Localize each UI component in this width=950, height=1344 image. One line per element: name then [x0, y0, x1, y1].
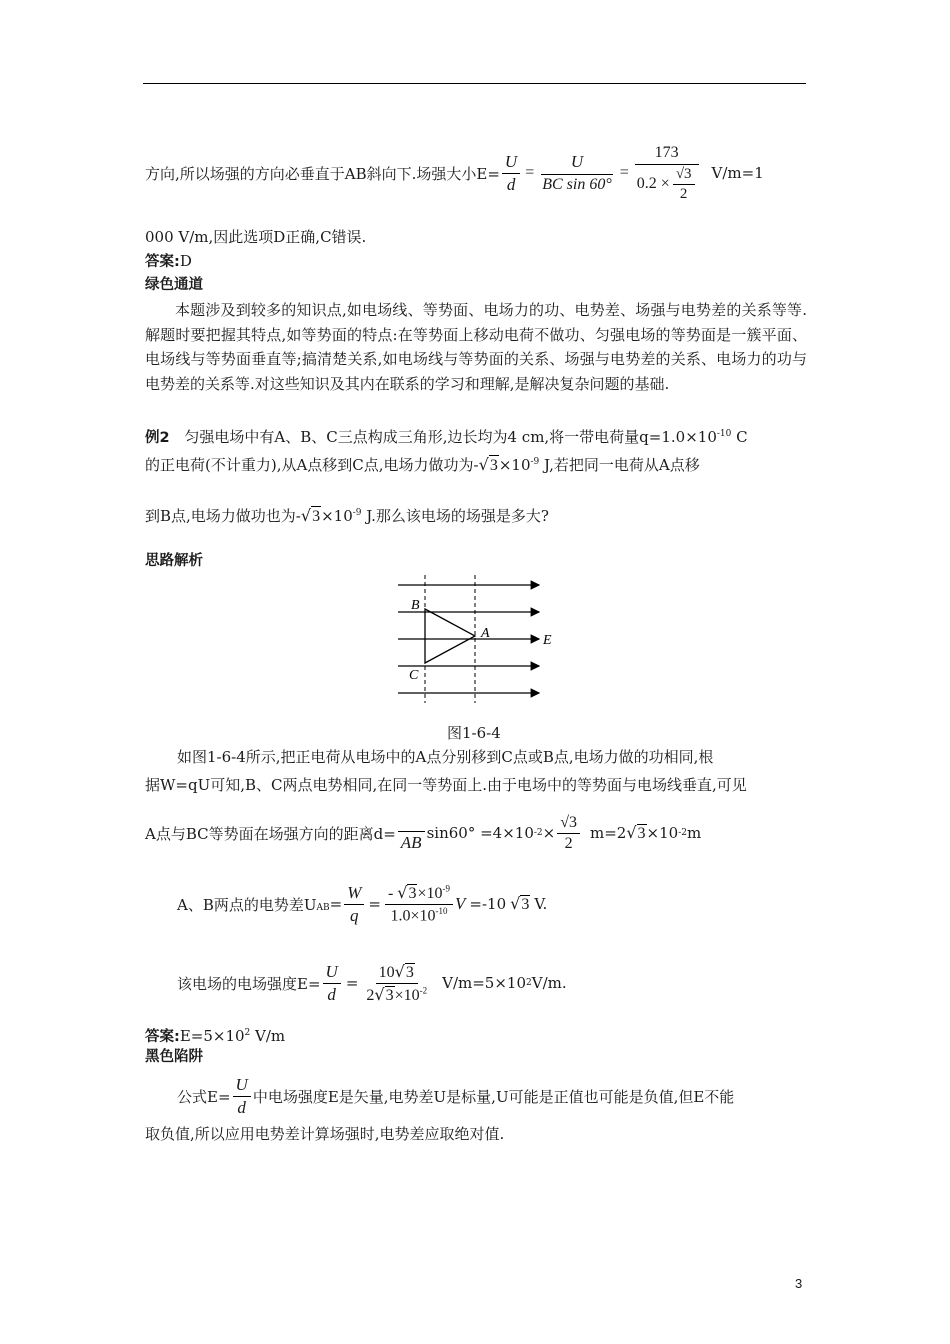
field-diagram [395, 575, 565, 705]
green-channel-paragraph: 本题涉及到较多的知识点,如电场线、等势面、电场力的功、电势差、场强与电势差的关系等等.解题时要把握其特点,如等势面的特点:在等势面上移动电荷不做功、匀强电场的等势面是一簇平面、电场线与等势面垂直等;搞清楚关系,如电场线与等势面的关系、场强与电势差的关系、电场力的功与电势差的关系等.对这些知识及其内在联系的学习和理解,是解决复杂问题的基础. [145, 301, 807, 393]
black-trap-line1: 公式E= $\frac{U}{d}$ 中电场强度E是矢量,电势差U是标量,U可能是正值也可能是负值,但E不能 [177, 1074, 735, 1117]
line2: 000 V/m,因此选项D正确,C错误. [145, 228, 367, 246]
fraction-u-over-d: $\frac{U}{d}$ [502, 152, 520, 195]
example-2-line2: 的正电荷(不计重力),从A点移到C点,电场力做功为$-√3\times 10^{-9}$ J,若把同一电荷从A点移 [145, 455, 700, 474]
fraction-u-over-d-2: $\frac{U}{d}$ [323, 962, 341, 1005]
answer-1: 答案:D [145, 252, 192, 270]
line1-tail: V/m=1 [711, 164, 764, 182]
potential-difference-line: A、B两点的电势差U $_{AB}$ = $\frac{W}{q}$ = $\frac{- √3\times 10^{-9}}{1.0\times 10^{-10}}$ V =-10 √3 V. [177, 882, 548, 925]
fraction-work-over-charge: $\frac{- √3\times 10^{-9}}{1.0\times 10^{-10}}$ [385, 883, 453, 925]
header-rule [143, 83, 806, 84]
fraction-u-over-d-3: $\frac{U}{d}$ [233, 1075, 251, 1118]
green-channel-title: 绿色通道 [145, 277, 203, 293]
fraction-u-over-bc-sin60: $\frac{U}{\text{BC sin 60°}}$ [542, 152, 612, 193]
distance-formula-line: A点与BC等势面在场强方向的距离d= AB sin60° =4×10 -2 × $\frac{√3}{2}$ m=2 √3 ×10 -2 m [145, 813, 702, 852]
example-2-line1: 例2 匀强电场中有A、B、C三点构成三角形,边长均为4 cm,将一带电荷量$q=1.0\times 10^{-10}$ C [145, 428, 748, 446]
black-trap-line2: 取负值,所以应用电势差计算场强时,电势差应取绝对值. [145, 1125, 505, 1143]
answer-2: 答案$:E=5\times 10^2$ V/m [145, 1027, 286, 1045]
point-label-a: A [481, 626, 490, 641]
fraction-w-over-q: $\frac{W}{q}$ [344, 883, 364, 926]
black-trap-title: 黑色陷阱 [145, 1049, 203, 1065]
analysis-title: 思路解析 [145, 553, 203, 569]
fraction-173: 173 0.2 × $\frac{√3}{2}$ [634, 144, 700, 203]
field-label-e: E [543, 633, 552, 648]
fraction-10sqrt3: $\frac{10√3}{2√3\times 10^{-2}}$ [366, 961, 428, 1004]
figure-caption: 图1-6-4 [447, 724, 501, 742]
triangle-abc [425, 609, 475, 663]
fraction-ab: AB [398, 831, 425, 853]
fraction-sqrt3-over-2: $\frac{√3}{2}$ [557, 814, 580, 853]
analysis-line1: 如图1-6-4所示,把正电荷从电场中的A点分别移到C点或B点,电场力做的功相同,根 [177, 748, 714, 766]
page-number: 3 [795, 1276, 803, 1291]
field-strength-result-line: 该电场的电场强度E= $\frac{U}{d}$ = $\frac{10√3}{2√3\times 10^{-2}}$ V/m=5×10 2 V/m. [177, 961, 567, 1004]
point-label-b: B [411, 598, 420, 613]
analysis-line2: 据W=qU可知,B、C两点电势相同,在同一等势面上.由于电场中的等势面与电场线垂直,可见 [145, 776, 747, 794]
line1-lead: 方向,所以场强的方向必垂直于AB斜向下.场强大小E= [145, 164, 500, 183]
example-2-line3: 到B点,电场力做功也为$-√3\times 10^{-9}$ J.那么该电场的场强是多大? [145, 506, 549, 525]
point-label-c: C [409, 668, 419, 683]
field-strength-formula-line: 方向,所以场强的方向必垂直于AB斜向下.场强大小E= $\frac{U}{d}$ = $\frac{U}{\text{BC sin 60°}}$ = 173 0.2 × $\frac{√3}{2}$ V/m=1 [145, 143, 764, 202]
